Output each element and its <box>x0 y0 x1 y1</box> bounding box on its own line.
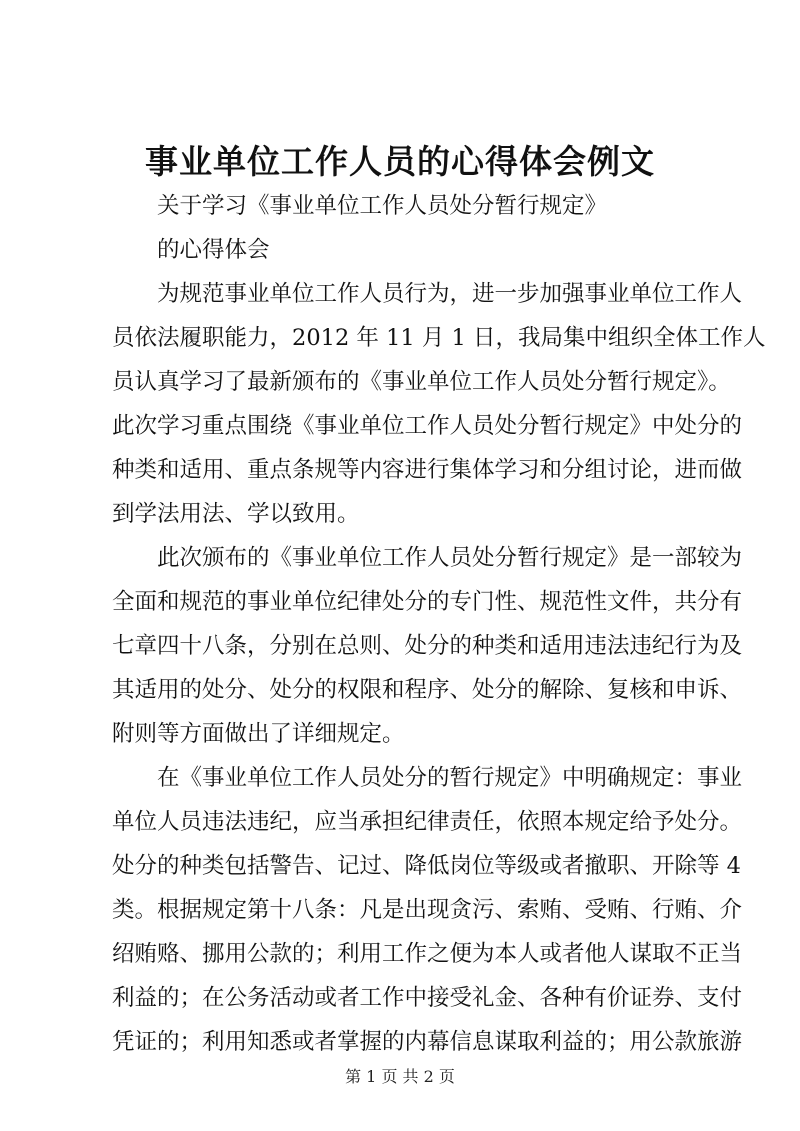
paragraph-line: 全面和规范的事业单位纪律处分的专门性、规范性文件，共分有 <box>112 589 743 615</box>
page-footer: 第 1 页 共 2 页 <box>345 1067 455 1086</box>
paragraph-line: 单位人员违法违纪，应当承担纪律责任，依照本规定给予处分。 <box>112 809 743 835</box>
paragraph-line: 此次学习重点围绕《事业单位工作人员处分暂行规定》中处分的 <box>112 413 743 439</box>
paragraph-line: 员依法履职能力，2012 年 11 月 1 日，我局集中组织全体工作人 <box>112 325 766 351</box>
paragraph-line: 处分的种类包括警告、记过、降低岗位等级或者撤职、开除等 4 <box>112 853 741 879</box>
paragraph-line: 员认真学习了最新颁布的《事业单位工作人员处分暂行规定》。 <box>112 369 731 395</box>
paragraph-line: 其适用的处分、处分的权限和程序、处分的解除、复核和申诉、 <box>112 677 743 703</box>
paragraph-line: 在《事业单位工作人员处分的暂行规定》中明确规定：事业 <box>157 765 743 791</box>
paragraph-line: 到学法用法、学以致用。 <box>112 501 360 527</box>
document-title: 事业单位工作人员的心得体会例文 <box>145 142 655 181</box>
paragraph-line: 为规范事业单位工作人员行为，进一步加强事业单位工作人 <box>157 281 743 307</box>
paragraph-line: 绍贿赂、挪用公款的；利用工作之便为本人或者他人谋取不正当 <box>112 941 743 967</box>
subtitle-line-1: 关于学习《事业单位工作人员处分暂行规定》 <box>157 193 608 219</box>
paragraph-line: 种类和适用、重点条规等内容进行集体学习和分组讨论，进而做 <box>112 457 743 483</box>
subtitle-line-2: 的心得体会 <box>157 237 270 263</box>
paragraph-1 <box>112 272 766 536</box>
paragraph-line: 凭证的；利用知悉或者掌握的内幕信息谋取利益的；用公款旅游 <box>112 1029 743 1055</box>
paragraph-2 <box>112 536 743 756</box>
paragraph-3 <box>112 756 743 1064</box>
paragraph-line: 附则等方面做出了详细规定。 <box>112 721 405 747</box>
paragraph-line: 七章四十八条，分别在总则、处分的种类和适用违法违纪行为及 <box>112 633 743 659</box>
paragraph-line: 利益的；在公务活动或者工作中接受礼金、各种有价证券、支付 <box>112 985 743 1011</box>
subtitle <box>112 184 712 272</box>
paragraph-line: 此次颁布的《事业单位工作人员处分暂行规定》是一部较为 <box>157 545 743 571</box>
document-body <box>112 184 766 1064</box>
paragraph-line: 类。根据规定第十八条：凡是出现贪污、索贿、受贿、行贿、介 <box>112 897 743 923</box>
